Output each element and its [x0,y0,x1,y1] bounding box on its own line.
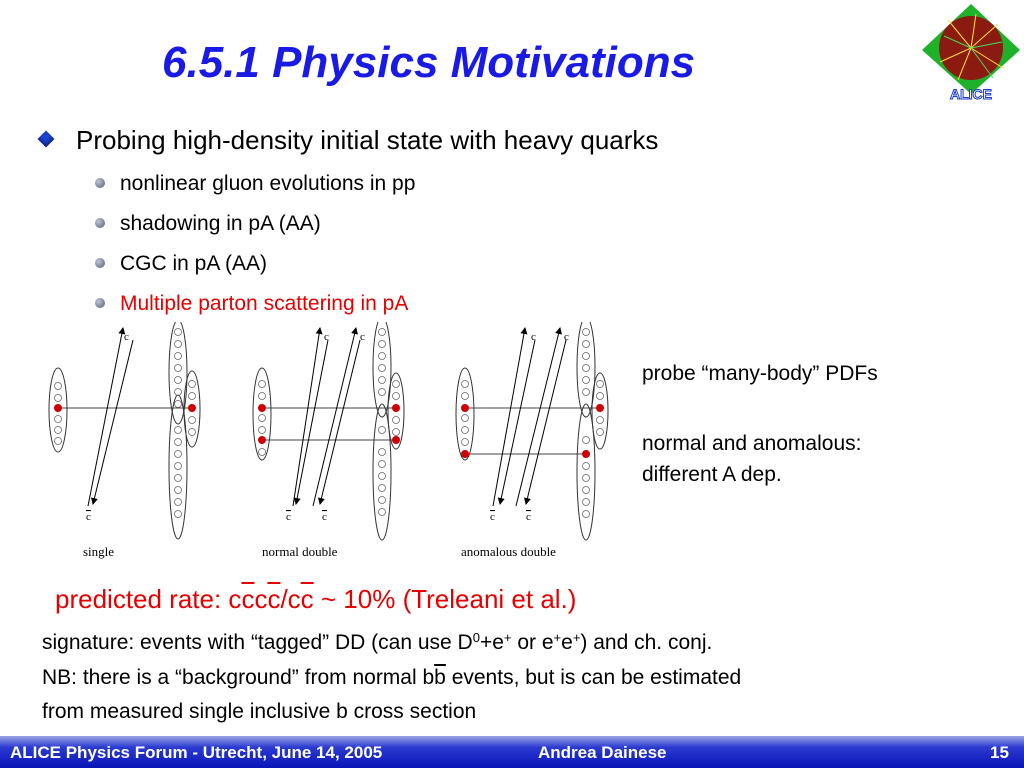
antiquark-label: c [526,511,531,523]
logo-text: ALICE [950,86,992,102]
note-bbar: $\overline{b}$ [434,666,446,689]
note-line: from measured single inclusive b cross section [42,700,477,723]
rate-mid: /c [280,584,301,614]
rate-cbar: $\overline{c}$ [241,584,255,614]
side-note: normal and anomalous: [642,432,862,455]
sub-bullet-text: shadowing in pA (AA) [120,212,321,235]
footer-author: Andrea Dainese [538,743,667,762]
note-text: NB: there is a “background” from normal b [42,666,435,689]
sig-text: ) and ch. conj. [580,631,713,654]
antiquark-label: c [286,511,291,523]
quark-label: c [531,331,536,343]
note-text: events, but is can be estimated [445,666,742,689]
sig-text: or e [511,631,554,654]
sub-bullet-text-highlight: Multiple parton scattering in pA [120,292,409,315]
parton-scattering-diagram [38,322,618,564]
sub-bullet-text: CGC in pA (AA) [120,252,268,275]
sphere-bullet-icon [95,258,105,268]
predicted-rate [55,584,576,615]
rate-cbar: $\overline{c}$ [300,584,314,614]
slide-title: 6.5.1 Physics Motivations [162,38,696,87]
quark-label: c [360,331,365,343]
main-bullet-text: Probing high-density initial state with heavy quarks [76,125,659,155]
signature-line [42,631,712,655]
quark-label: c [124,331,129,343]
caption-normal-double: normal double [262,544,338,559]
page-number: 15 [990,743,1009,762]
diamond-bullet-icon [38,131,55,148]
sig-sup: + [503,629,512,645]
rate-c: c [254,584,268,614]
caption-single: single [83,544,115,559]
footer-bar [0,736,1024,768]
sphere-bullet-icon [95,298,105,308]
sig-sup: + [553,629,562,645]
rate-suffix: ~ 10% (Treleani et al.) [313,584,577,614]
sig-text: +e [479,631,504,654]
quark-label: c [564,331,569,343]
sphere-bullet-icon [95,218,105,228]
alice-logo [918,2,1024,102]
note-line [42,666,741,690]
sig-text: e [561,631,573,654]
side-note: probe “many-body” PDFs [642,362,878,385]
antiquark-label: c [322,511,327,523]
side-note: different A dep. [642,463,782,486]
rate-cbar: $\overline{c}$ [267,584,281,614]
sig-sup: 0 [472,629,480,645]
caption-anomalous-double: anomalous double [461,544,556,559]
rate-prefix: predicted rate: c [55,584,242,614]
antiquark-label: c [86,511,91,523]
antiquark-label: c [490,511,495,523]
footer-event: ALICE Physics Forum - Utrecht, June 14, 2005 [10,743,383,762]
quark-label: c [324,331,329,343]
sub-bullet-text: nonlinear gluon evolutions in pp [120,172,416,195]
sig-sup: + [572,629,581,645]
sig-text: signature: events with “tagged” DD (can use D [42,631,473,654]
sphere-bullet-icon [95,178,105,188]
